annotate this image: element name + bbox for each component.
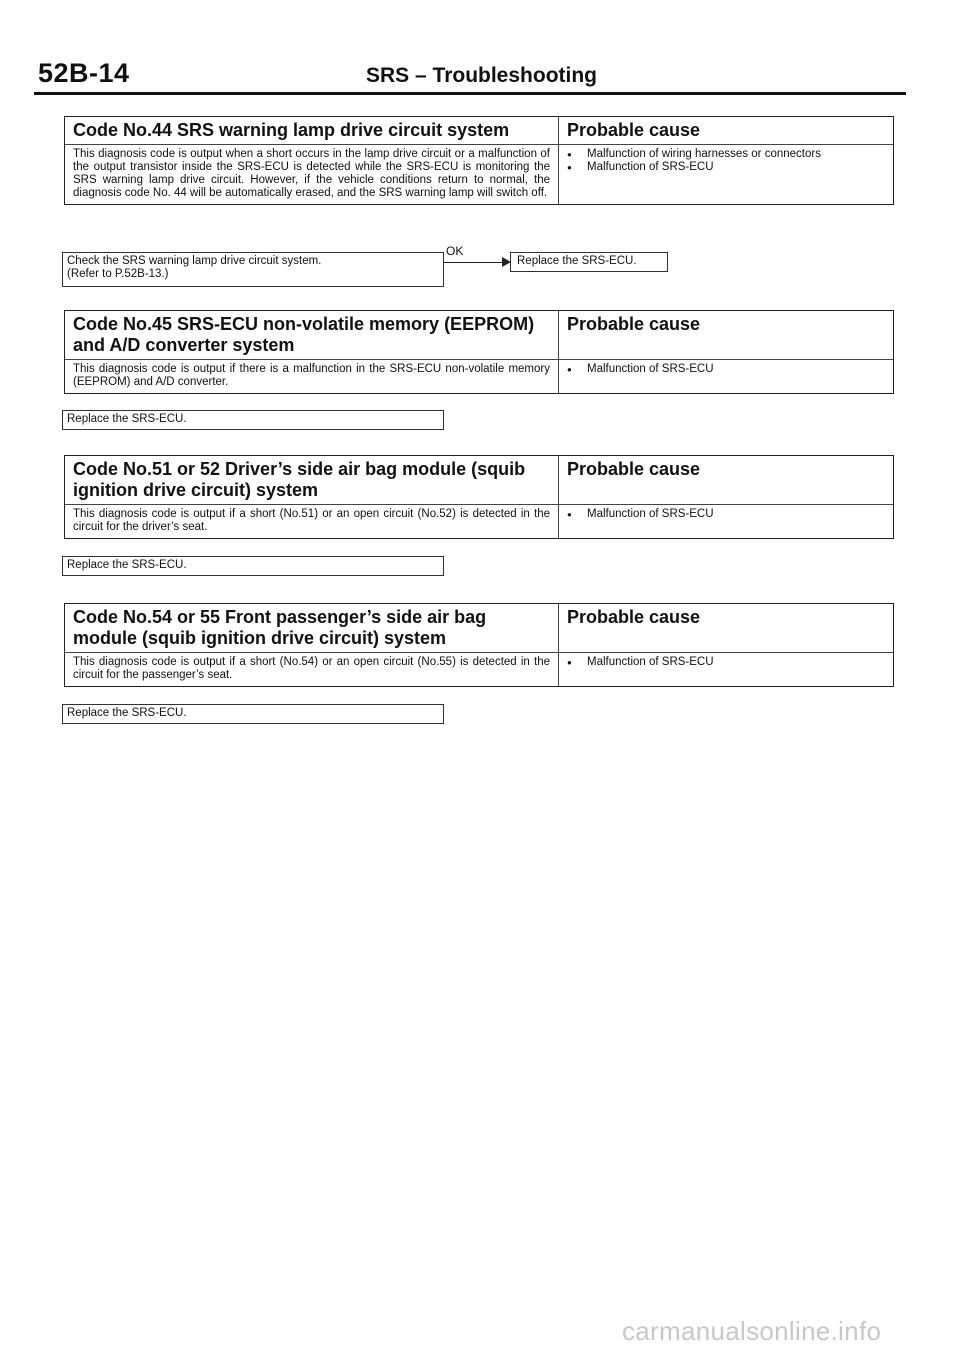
code44-check-line1: Check the SRS warning lamp drive circuit system. — [67, 255, 322, 267]
code44-cause-item: ● Malfunction of SRS-ECU — [567, 161, 885, 174]
code54-cause-list — [559, 653, 893, 686]
code51-cause-heading: Probable cause — [567, 459, 701, 479]
code54-box — [64, 603, 894, 687]
code45-title: Code No.45 SRS-ECU non-volatile memory (EEPROM) and A/D converter system — [65, 311, 559, 359]
code51-action-box: Replace the SRS-ECU. — [62, 556, 444, 576]
code44-check-box — [62, 252, 444, 287]
code44-cause-heading: Probable cause — [567, 120, 701, 140]
code51-description: This diagnosis code is output if a short (No.51) or an open circuit (No.52) is detected in the circuit for the driver’s seat. — [65, 505, 559, 538]
code51-cause-item: ● Malfunction of SRS-ECU — [567, 508, 885, 521]
ok-label: OK — [446, 244, 464, 258]
header-rule — [34, 92, 906, 95]
code54-cause-item: ● Malfunction of SRS-ECU — [567, 656, 885, 669]
code51-title: Code No.51 or 52 Driver’s side air bag module (squib ignition drive circuit) system — [65, 456, 559, 504]
code44-cause-list — [559, 145, 893, 204]
code45-cause-list — [559, 360, 893, 393]
code44-check-line2: (Refer to P.52B-13.) — [67, 268, 169, 280]
code45-cause-item: ● Malfunction of SRS-ECU — [567, 363, 885, 376]
page-title: SRS – Troubleshooting — [366, 64, 598, 87]
flow-arrow-line — [444, 262, 506, 263]
code44-cause-item: ● Malfunction of wiring harnesses or connectors — [567, 148, 885, 161]
code45-cause-heading: Probable cause — [567, 314, 701, 334]
page-number: 52B-14 — [38, 58, 130, 88]
code51-cause-list — [559, 505, 893, 538]
code51-box — [64, 455, 894, 539]
code54-action-box: Replace the SRS-ECU. — [62, 704, 444, 724]
code44-description: This diagnosis code is output when a short occurs in the lamp drive circuit or a malfunction of the output transistor inside the SRS-ECU is detected while the SRS-ECU is monitoring the SRS warning lamp drive circuit. However, if the vehicle conditions return to normal, the diagnosis code No. 44 will be automatically erased, and the SRS warning lamp will switch off. — [65, 145, 559, 204]
code54-description: This diagnosis code is output if a short (No.54) or an open circuit (No.55) is detected in the circuit for the passenger’s seat. — [65, 653, 559, 686]
code45-description: This diagnosis code is output if there is a malfunction in the SRS-ECU non-volatile memory (EEPROM) and A/D converter. — [65, 360, 559, 393]
code44-box — [64, 116, 894, 205]
code44-title: Code No.44 SRS warning lamp drive circuit system — [65, 117, 559, 144]
code54-title: Code No.54 or 55 Front passenger’s side air bag module (squib ignition drive circuit) system — [65, 604, 559, 652]
watermark: carmanualsonline.info — [622, 1316, 882, 1346]
code54-cause-heading: Probable cause — [567, 607, 701, 627]
code45-action-box: Replace the SRS-ECU. — [62, 410, 444, 430]
code44-ok-action: Replace the SRS-ECU. — [510, 252, 668, 272]
code45-box — [64, 310, 894, 394]
